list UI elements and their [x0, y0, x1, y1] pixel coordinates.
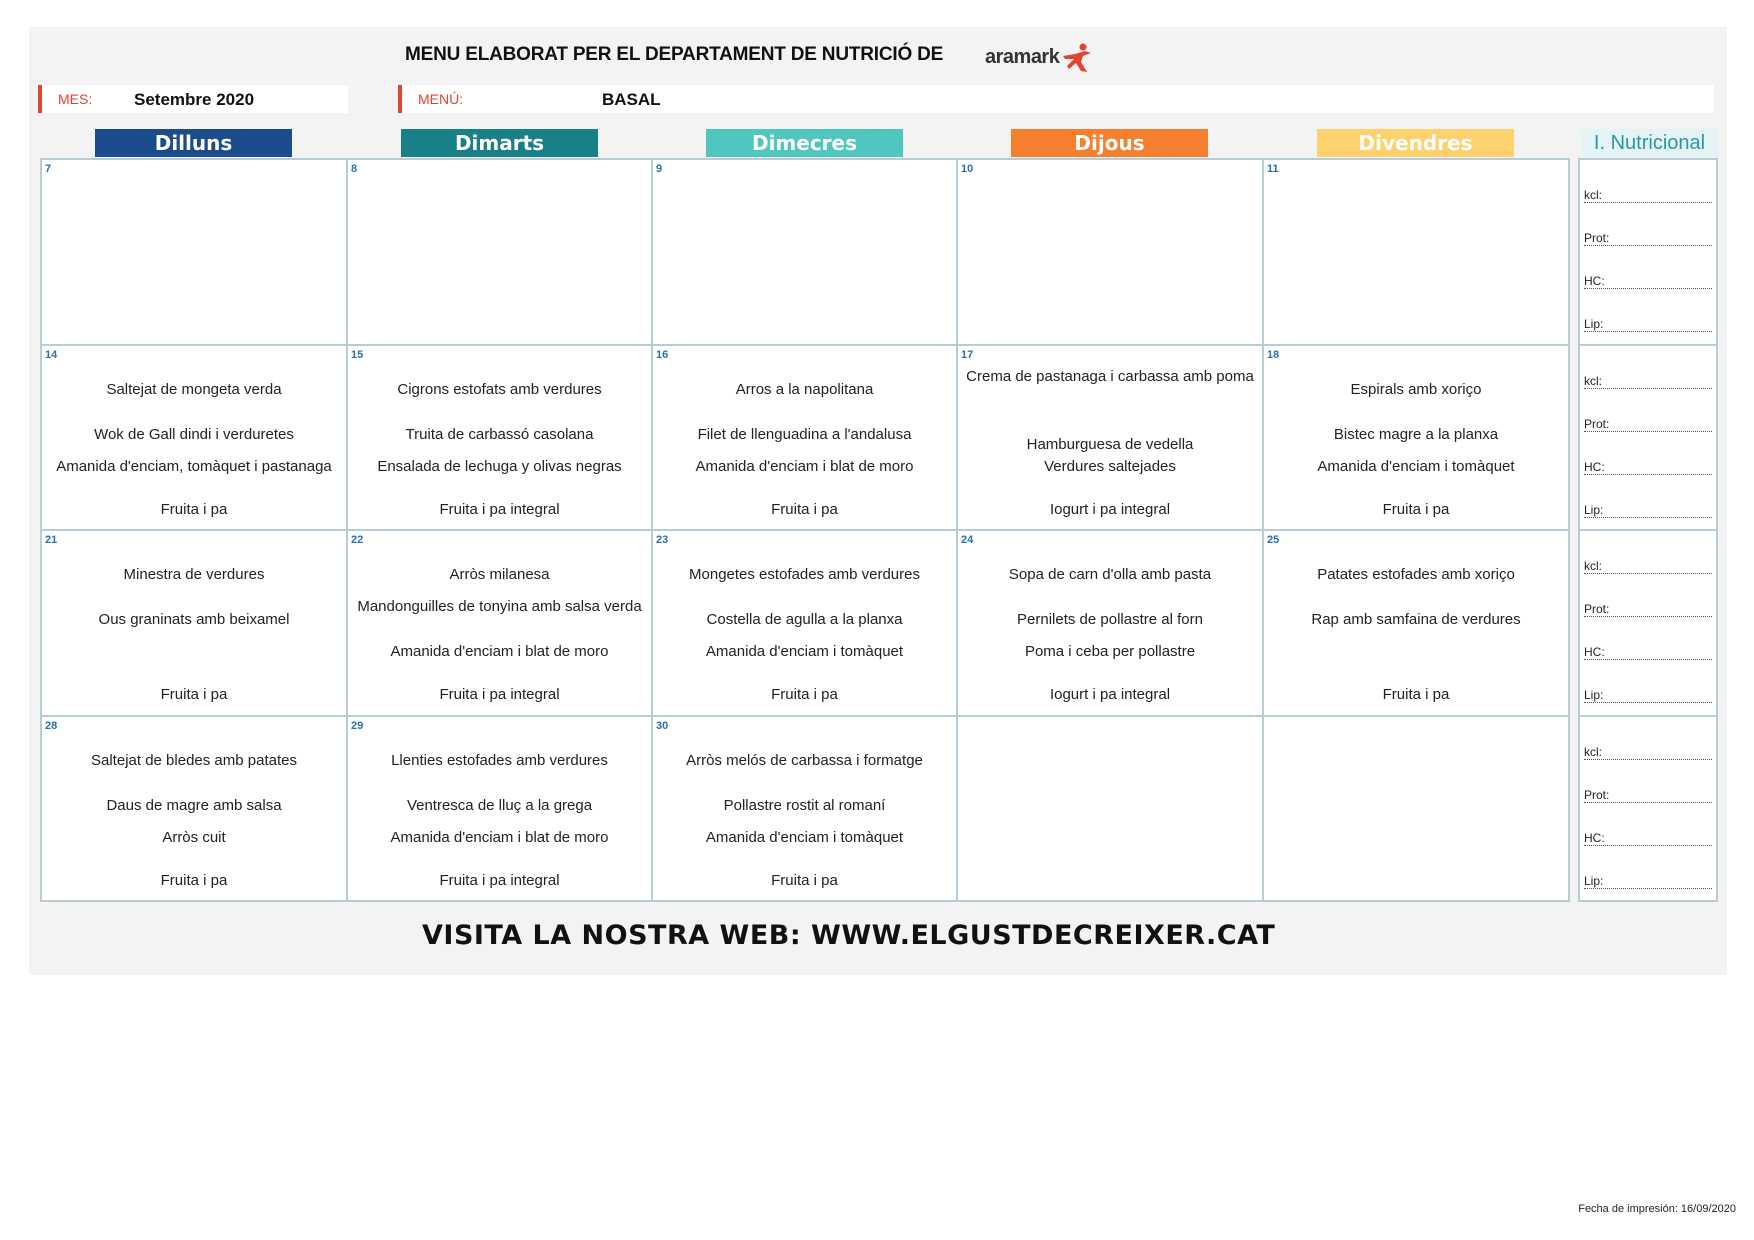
dish-item: Daus de magre amb salsa: [106, 797, 282, 814]
nutrition-field[interactable]: [1584, 311, 1712, 332]
nutrition-field[interactable]: [1584, 411, 1712, 432]
day-number: 17: [961, 349, 974, 361]
website-banner: VISITA LA NOSTRA WEB: WWW.ELGUSTDECREIXER.CAT: [422, 920, 1276, 951]
aramark-logo: [985, 42, 1105, 76]
nutrition-label: Lip:: [1584, 503, 1604, 517]
dish-item: Pernilets de pollastre al forn: [1017, 611, 1203, 628]
dish-item: Fruita i pa: [771, 501, 838, 518]
dish-item: Amanida d'enciam i tomàquet: [705, 829, 904, 846]
nutrition-field[interactable]: [1584, 596, 1712, 617]
menu-cell: [1262, 158, 1570, 346]
star-figure-icon: [1061, 42, 1093, 74]
nutrition-field[interactable]: [1584, 454, 1712, 475]
nutrition-label: HC:: [1584, 274, 1605, 288]
day-number: 22: [351, 534, 364, 546]
dish-item: Amanida d'enciam i tomàquet: [705, 643, 904, 660]
dish-item: Crema de pastanaga i carbassa amb poma: [966, 368, 1254, 385]
nutrition-field[interactable]: [1584, 639, 1712, 660]
dish-item: Verdures saltejades: [1044, 458, 1176, 475]
nutrition-field[interactable]: [1584, 868, 1712, 889]
day-header-0: Dilluns: [95, 129, 292, 157]
nutrition-label: Lip:: [1584, 317, 1604, 331]
dish-item: Saltejat de mongeta verda: [106, 381, 282, 398]
dish-item: Fruita i pa integral: [439, 872, 560, 889]
dish-item: Wok de Gall dindi i verduretes: [94, 426, 294, 443]
menu-cell: [1262, 715, 1570, 902]
nutrition-field[interactable]: [1584, 825, 1712, 846]
menu-cell: [346, 344, 653, 531]
nutrition-label: HC:: [1584, 460, 1605, 474]
day-number: 25: [1267, 534, 1280, 546]
menu-cell: [40, 344, 348, 531]
dish-item: Arròs melós de carbassa i formatge: [686, 752, 923, 769]
menu-cell: [956, 715, 1264, 902]
print-date: Fecha de impresión: 16/09/2020: [1578, 1203, 1736, 1215]
menu-cell: [346, 158, 653, 346]
day-header-1: Dimarts: [401, 129, 598, 157]
month-box: [38, 85, 348, 113]
nutrition-field[interactable]: [1584, 497, 1712, 518]
dish-item: Arròs milanesa: [449, 566, 550, 583]
dish-item: Amanida d'enciam i blat de moro: [390, 829, 609, 846]
menu-cell: [651, 529, 958, 717]
nutrition-label: Prot:: [1584, 417, 1610, 431]
dish-item: Llenties estofades amb verdures: [391, 752, 608, 769]
nutrition-label: HC:: [1584, 831, 1605, 845]
nutrition-label: Prot:: [1584, 231, 1610, 245]
menu-cell: [346, 715, 653, 902]
dish-item: Fruita i pa: [771, 872, 838, 889]
day-number: 30: [656, 720, 669, 732]
dish-item: Amanida d'enciam i blat de moro: [695, 458, 914, 475]
nutrition-cell: [1578, 158, 1718, 346]
nutrition-field[interactable]: [1584, 682, 1712, 703]
dish-item: Hamburguesa de vedella: [1026, 436, 1194, 453]
dish-item: Fruita i pa: [1382, 686, 1450, 703]
day-number: 28: [45, 720, 58, 732]
day-number: 14: [45, 349, 58, 361]
dish-item: Bistec magre a la planxa: [1333, 426, 1499, 443]
day-number: 21: [45, 534, 58, 546]
day-number: 16: [656, 349, 669, 361]
page-title: MENU ELABORAT PER EL DEPARTAMENT DE NUTRICIÓ DE: [405, 44, 944, 65]
logo-text: aramark: [985, 46, 1060, 68]
nutrition-label: HC:: [1584, 645, 1605, 659]
dish-item: Fruita i pa: [160, 686, 228, 703]
dish-item: Ensalada de lechuga y olivas negras: [377, 458, 622, 475]
nutrition-cell: [1578, 715, 1718, 902]
day-number: 15: [351, 349, 364, 361]
nutrition-label: Lip:: [1584, 688, 1604, 702]
day-header-4: Divendres: [1317, 129, 1514, 157]
dish-item: Arròs cuit: [162, 829, 226, 846]
nutrition-cell: [1578, 344, 1718, 531]
dish-item: Fruita i pa: [160, 501, 228, 518]
day-number: 10: [961, 163, 974, 175]
dish-item: Sopa de carn d'olla amb pasta: [1008, 566, 1212, 583]
nutrition-label: kcl:: [1584, 188, 1602, 202]
nutrition-field[interactable]: [1584, 368, 1712, 389]
day-number: 11: [1267, 163, 1279, 175]
nutrition-field[interactable]: [1584, 782, 1712, 803]
nutrition-header: I. Nutricional: [1581, 129, 1718, 157]
dish-item: Iogurt i pa integral: [1049, 501, 1171, 518]
menu-cell: [651, 158, 958, 346]
dish-item: Ventresca de lluç a la grega: [406, 797, 593, 814]
nutrition-field[interactable]: [1584, 268, 1712, 289]
day-number: 23: [656, 534, 669, 546]
menu-cell: [651, 344, 958, 531]
menu-cell: [651, 715, 958, 902]
dish-item: Espirals amb xoriço: [1350, 381, 1482, 398]
dish-item: Amanida d'enciam i blat de moro: [390, 643, 609, 660]
dish-item: Saltejat de bledes amb patates: [91, 752, 297, 769]
nutrition-label: kcl:: [1584, 745, 1602, 759]
dish-item: Fruita i pa: [1382, 501, 1450, 518]
month-value: Setembre 2020: [134, 90, 255, 109]
dish-item: Mongetes estofades amb verdures: [689, 566, 920, 583]
day-number: 7: [45, 163, 52, 175]
month-label: MES:: [58, 91, 93, 107]
dish-item: Amanida d'enciam i tomàquet: [1317, 458, 1515, 475]
nutrition-field[interactable]: [1584, 182, 1712, 203]
menu-cell: [956, 344, 1264, 531]
dish-item: Arros a la napolitana: [735, 381, 874, 398]
dish-item: Mandonguilles de tonyina amb salsa verda: [357, 598, 642, 615]
menu-label: MENÚ:: [418, 91, 464, 107]
dish-item: Fruita i pa integral: [439, 686, 560, 703]
dish-item: Filet de llenguadina a l'andalusa: [697, 426, 912, 443]
day-header-2: Dimecres: [706, 129, 903, 157]
menu-cell: [1262, 344, 1570, 531]
menu-cell: [956, 529, 1264, 717]
nutrition-field[interactable]: [1584, 553, 1712, 574]
menu-box: [398, 85, 1714, 113]
dish-item: Truita de carbassó casolana: [405, 426, 594, 443]
day-number: 8: [351, 163, 358, 175]
nutrition-label: Lip:: [1584, 874, 1604, 888]
dish-item: Iogurt i pa integral: [1049, 686, 1171, 703]
dish-item: Costella de agulla a la planxa: [706, 611, 903, 628]
dish-item: Amanida d'enciam, tomàquet i pastanaga: [56, 458, 332, 475]
day-number: 9: [656, 163, 663, 175]
dish-item: Minestra de verdures: [123, 566, 265, 583]
dish-item: Poma i ceba per pollastre: [1024, 643, 1196, 660]
menu-cell: [40, 158, 348, 346]
dish-item: Fruita i pa integral: [439, 501, 560, 518]
nutrition-cell: [1578, 529, 1718, 717]
nutrition-field[interactable]: [1584, 739, 1712, 760]
menu-value: BASAL: [602, 90, 661, 109]
nutrition-label: kcl:: [1584, 374, 1602, 388]
nutrition-label: Prot:: [1584, 602, 1610, 616]
day-number: 29: [351, 720, 364, 732]
dish-item: Patates estofades amb xoriço: [1317, 566, 1515, 583]
dish-item: Pollastre rostit al romaní: [723, 797, 886, 814]
menu-cell: [1262, 529, 1570, 717]
day-header-3: Dijous: [1011, 129, 1208, 157]
dish-item: Cigrons estofats amb verdures: [397, 381, 602, 398]
menu-cell: [40, 529, 348, 717]
nutrition-label: Prot:: [1584, 788, 1610, 802]
day-number: 24: [961, 534, 974, 546]
dish-item: Fruita i pa: [160, 872, 228, 889]
menu-cell: [40, 715, 348, 902]
menu-cell: [346, 529, 653, 717]
dish-item: Rap amb samfaina de verdures: [1311, 611, 1521, 628]
nutrition-label: kcl:: [1584, 559, 1602, 573]
dish-item: Fruita i pa: [771, 686, 838, 703]
nutrition-field[interactable]: [1584, 225, 1712, 246]
dish-item: Ous graninats amb beixamel: [98, 611, 290, 628]
day-number: 18: [1267, 349, 1280, 361]
menu-cell: [956, 158, 1264, 346]
